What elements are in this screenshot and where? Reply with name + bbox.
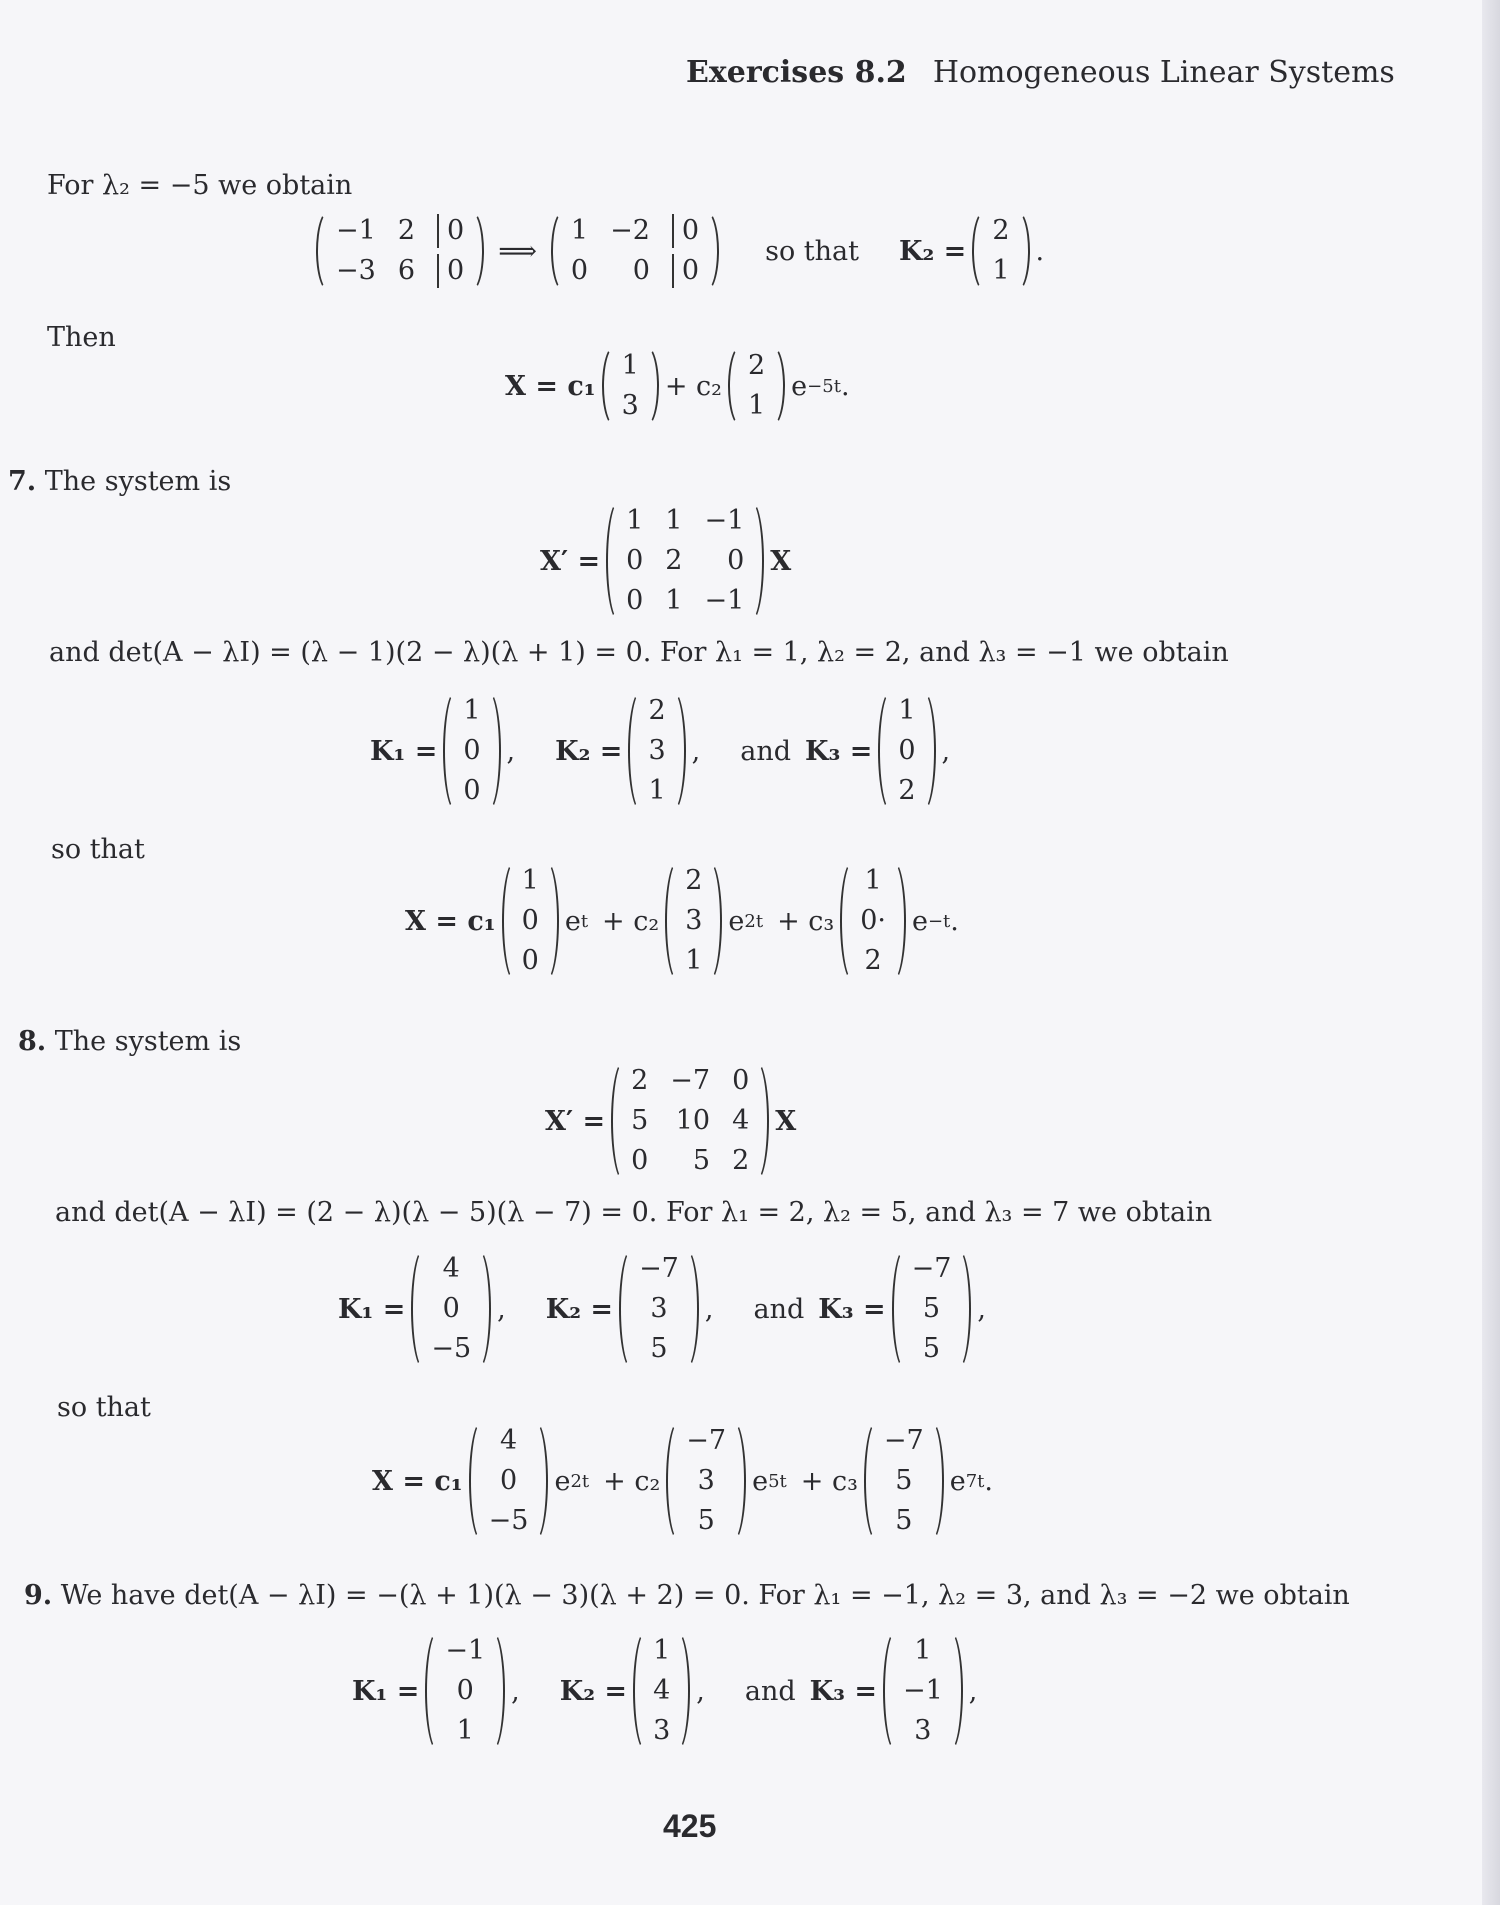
implies-arrow: ⟹ — [498, 235, 537, 267]
problem-9-statement: 9. We have det(A − λI) = −(λ + 1)(λ − 3)(λ + 2) = 0. For λ₁ = −1, λ₂ = 3, and λ₃ = −2 we obtain — [24, 1580, 1350, 1611]
problem-7-system: X′ = 1 1 −1 0 2 0 0 1 −1 X — [540, 500, 791, 622]
augmented-matrix-2: 1 −2 0 0 0 0 — [549, 210, 721, 292]
intro-solution: X = c₁ 1 3 + c₂ 2 1 e −5t . — [505, 345, 850, 427]
problem-7-eigenvectors: K₁ = 1 0 0 , K₂ = 2 3 1 , and K₃ = 1 0 2 , — [370, 690, 950, 812]
problem-7-so-that: so that — [51, 834, 145, 865]
problem-8-system: X′ = 2 −7 0 5 10 4 0 5 2 X — [545, 1060, 796, 1182]
intro-text: For λ₂ = −5 we obtain — [47, 170, 353, 201]
problem-7-determinant: and det(A − λI) = (λ − 1)(2 − λ)(λ + 1) = 0. For λ₁ = 1, λ₂ = 2, and λ₃ = −1 we obtain — [49, 637, 1229, 668]
problem-8-statement: 8. The system is — [18, 1026, 242, 1057]
intro-row-reduction: −1 2 0 −3 6 0 ⟹ 1 −2 0 0 0 0 so that K₂ = 2 1 . — [310, 210, 1044, 292]
augmented-matrix-1: −1 2 0 −3 6 0 — [314, 210, 486, 292]
problem-8-solution: X = c₁ 4 0 −5 e 2t + c₂ −7 3 5 e 5t + c₃ −7 5 5 e 7t . — [372, 1420, 993, 1542]
section-title: Homogeneous Linear Systems — [932, 55, 1395, 90]
page-number: 425 — [663, 1808, 717, 1844]
section-label: Exercises 8.2 — [686, 55, 907, 90]
running-header — [686, 55, 1395, 90]
problem-8-determinant: and det(A − λI) = (2 − λ)(λ − 5)(λ − 7) = 0. For λ₁ = 2, λ₂ = 5, and λ₃ = 7 we obtain — [55, 1197, 1213, 1228]
problem-8-eigenvectors: K₁ = 4 0 −5 , K₂ = −7 3 5 , and K₃ = −7 5 5 , — [338, 1248, 986, 1370]
then-text: Then — [47, 322, 116, 353]
problem-7-statement: 7. The system is — [8, 466, 232, 497]
so-that-text: so that — [765, 235, 859, 267]
k2-label: K₂ = — [898, 235, 967, 267]
problem-8-so-that: so that — [57, 1392, 151, 1423]
problem-7-solution: X = c₁ 1 0 0 e t + c₂ 2 3 1 e 2t + c₃ 1 0· 2 e −t . — [405, 860, 959, 982]
k2-vector: 2 1 — [970, 210, 1031, 292]
problem-9-eigenvectors: K₁ = −1 0 1 , K₂ = 1 4 3 , and K₃ = 1 −1 3 , — [352, 1630, 977, 1752]
page-edge — [1482, 0, 1500, 1905]
